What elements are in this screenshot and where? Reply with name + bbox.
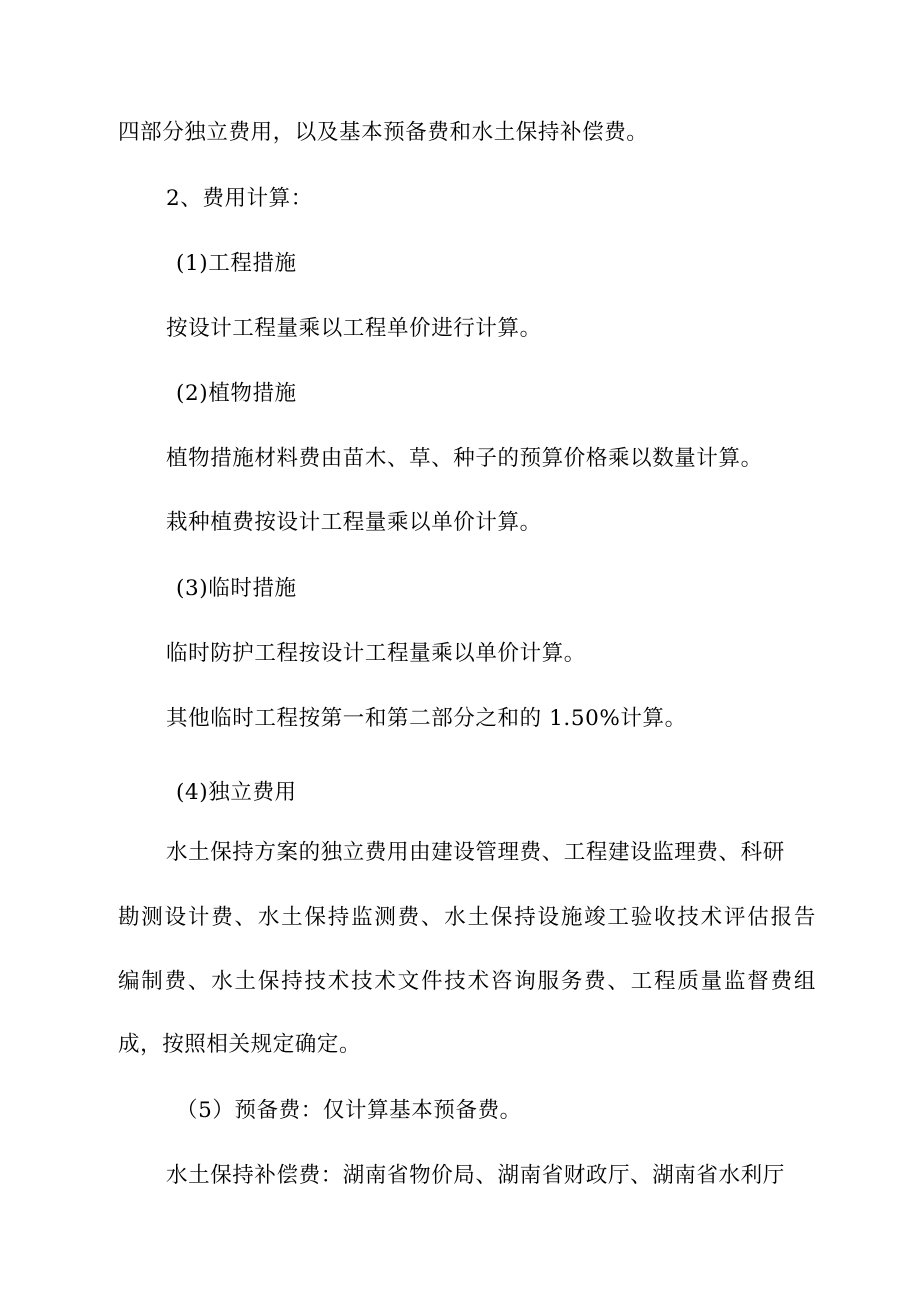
paragraph-line: 水土保持补偿费：湖南省物价局、湖南省财政厅、湖南省水利厅 xyxy=(166,1163,785,1188)
subsection-heading: (2)植物措施 xyxy=(176,381,297,406)
paragraph-line: 成，按照相关规定确定。 xyxy=(118,1032,362,1057)
paragraph-line: 水土保持方案的独立费用由建设管理费、工程建设监理费、科研 xyxy=(166,840,785,865)
paragraph-line: 编制费、水土保持技术技术文件技术咨询服务费、工程质量监督费组 xyxy=(118,969,816,994)
subsection-heading: (1)工程措施 xyxy=(176,251,297,276)
subsection-heading: (3)临时措施 xyxy=(176,576,297,601)
section-heading: 2、费用计算： xyxy=(166,186,313,211)
paragraph-line: 按设计工程量乘以工程单价进行计算。 xyxy=(166,316,542,341)
paragraph-line: 植物措施材料费由苗木、草、种子的预算价格乘以数量计算。 xyxy=(166,446,763,471)
paragraph-line: 临时防护工程按设计工程量乘以单价计算。 xyxy=(166,641,586,666)
paragraph-line: 其他临时工程按第一和第二部分之和的 1.50%计算。 xyxy=(166,706,687,731)
subsection-heading: （5）预备费：仅计算基本预备费。 xyxy=(176,1098,522,1123)
subsection-heading: (4)独立费用 xyxy=(176,780,297,805)
paragraph-line: 四部分独立费用，以及基本预备费和水土保持补偿费。 xyxy=(118,120,649,145)
paragraph-line: 勘测设计费、水土保持监测费、水土保持设施竣工验收技术评估报告 xyxy=(118,905,816,930)
paragraph-line: 栽种植费按设计工程量乘以单价计算。 xyxy=(166,510,542,535)
